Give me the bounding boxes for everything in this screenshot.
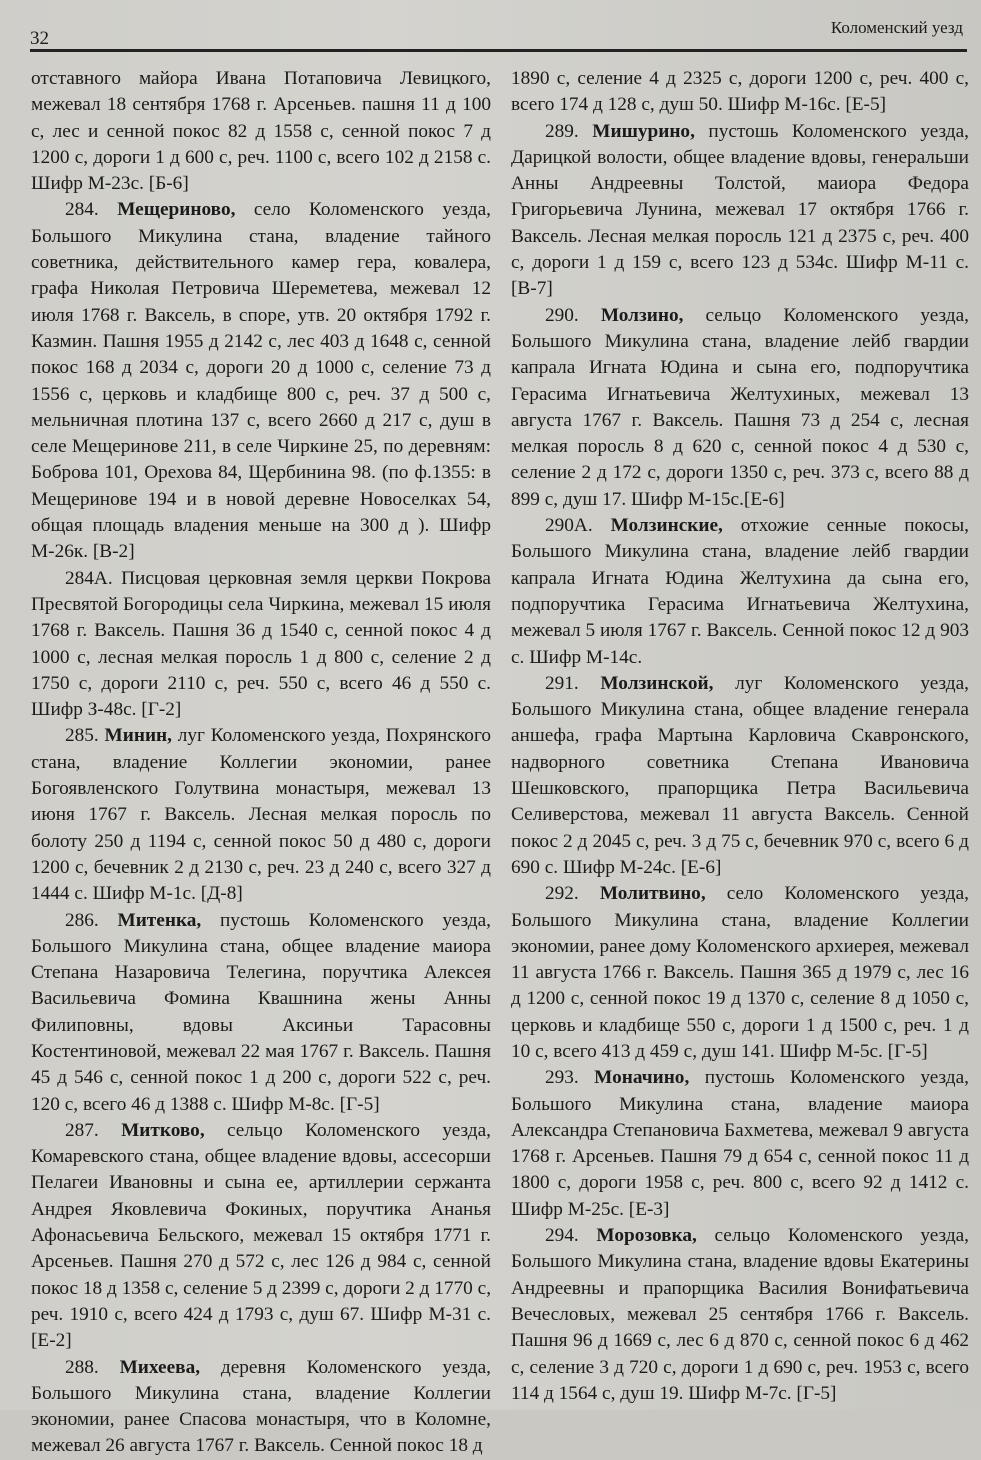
entry-name: Молзинские, <box>610 515 723 537</box>
entry-name: Михеева, <box>119 1356 201 1378</box>
page-number: 32 <box>30 28 49 49</box>
entry-number: 291. <box>545 672 579 694</box>
entry-number: 287. <box>65 1119 99 1141</box>
entry-name: Митково, <box>121 1119 205 1141</box>
entry-number: 293. <box>545 1067 579 1089</box>
entry-paragraph <box>31 197 491 565</box>
entry-paragraph <box>511 513 969 671</box>
entry-paragraph <box>511 1223 969 1407</box>
entry-name: Мещериново, <box>117 199 236 221</box>
entry-text: луг Коломенского уезда, Похрянского стана, владение Коллегии экономии, ранее Богоявленского Голутвина монастыря, межевал 13 июня 1767 г. Ваксель. Лесная мелкая поросль по болоту 250 д 1194 с, сенной покос 50 д 480 с, дороги 1200 с, бечевник 2 д 2130 с, реч. 23 д 240 с, всего 327 д 1444 с. Шифр М-1с. [Д-8] <box>31 725 492 905</box>
page-header <box>30 16 967 50</box>
continuation-paragraph <box>511 66 969 119</box>
entry-name: Моначино, <box>594 1067 690 1089</box>
entry-paragraph <box>511 1065 969 1223</box>
entry-paragraph <box>31 723 491 907</box>
entry-number: 286. <box>65 909 99 931</box>
entry-name: Молитвино, <box>599 883 706 905</box>
entry-name: Молзинской, <box>600 672 714 694</box>
entry-paragraph <box>511 119 969 303</box>
entry-name: Минин, <box>104 725 172 747</box>
entry-name: Мишурино, <box>592 120 695 142</box>
entry-text: Писцовая церковная земля церкви Покрова Пресвятой Богородицы села Чиркина, межевал 15 июля 1768 г. Ваксель. Пашня 36 д 1540 с, сенной покос 4 д 1000 с, лесная мелкая поросль 1 д 800 с, селение 2 д 1750 с, дороги 2110 с, реч. 550 с, всего 46 д 550 с. Шифр З-48с. [Г-2] <box>31 567 491 721</box>
entry-paragraph <box>511 881 969 1065</box>
entry-number: 284А. <box>65 567 113 589</box>
entry-number: 292. <box>545 883 579 905</box>
entry-text: пустошь Коломенского уезда, Дарицкой волости, общее владение вдовы, генеральши Анны Андреевны Толстой, маиора Федора Григорьевича Лунина, межевал 17 октября 1766 г. Ваксель. Лесная мелкая поросль 121 д 2375 с, реч. 400 с, дороги 1 д 159 с, всего 123 д 534с. Шифр М-11 с. [В-7] <box>511 120 969 300</box>
entry-text: пустошь Коломенского уезда, Большого Микулина стана, общее владение маиора Степана Назаровича Телегина, поручтика Алексея Васильевича Фомина Квашнина жены Анны Филиповны, вдовы Аксиньи Тарасовны Костентиновой, межевал 22 мая 1767 г. Ваксель. Пашня 45 д 546 с, сенной покос 1 д 200 с, дороги 522 с, реч. 120 с, всего 46 д 1388 с. Шифр М-8с. [Г-5] <box>31 909 491 1115</box>
entry-paragraph <box>31 1355 491 1460</box>
entry-text: сельцо Коломенского уезда, Большого Микулина стана, владение вдовы Екатерины Андреевны и прапорщика Василия Вонифатьевича Вечесловых, межевал 25 сентября 1766 г. Ваксель. Пашня 96 д 1669 с, лес 6 д 870 с, сенной покос 6 д 462 с, селение 3 д 720 с, дороги 1 д 690 с, реч. 1953 с, всего 114 д 1564 с, душ 19. Шифр М-7с. [Г-5] <box>511 1225 970 1404</box>
entry-paragraph <box>511 671 969 881</box>
entry-number: 288. <box>65 1356 99 1378</box>
entry-text: луг Коломенского уезда, Большого Микулина стана, общее владение генерала аншефа, графа Мартына Карловича Скавронского, надворного советника Степана Ивановича Шешковского, прапорщика Петра Васильевича Селиверстова, межевал 11 августа Ваксель. Сенной покос 2 д 2045 с, реч. 3 д 75 с, бечевник 970 с, всего 6 д 690 с. Шифр М-24с. [Е-6] <box>511 672 969 878</box>
entry-name: Морозовка, <box>596 1225 697 1247</box>
entry-paragraph <box>31 566 491 724</box>
entry-text: отставного майора Ивана Потаповича Левицкого, межевал 18 сентября 1768 г. Арсеньев. пашня 11 д 100 с, лес и сенной покос 82 д 1558 с, сенной покос 7 д 1200 с, дороги 1 д 600 с, реч. 1100 с, всего 102 д 2158 с. Шифр М-23с. [Б-6] <box>31 68 491 195</box>
entry-text: пустошь Коломенского уезда, Большого Микулина стана, владение маиора Александра Степановича Бахметева, межевал 9 августа 1768 г. Арсеньев. Пашня 79 д 654 с, сенной покос 11 д 1800 с, дороги 1958 с, реч. 800 с, всего 92 д 1412 с. Шифр М-25с. [Е-3] <box>511 1067 969 1220</box>
left-column <box>31 66 491 1460</box>
entry-text: сельцо Коломенского уезда, Комаревского стана, общее владение вдовы, ассесорши Пелагеи Ивановны и сына ее, артиллерии сержанта Андрея Яковлевича Фокиных, поручтика Ананья Афонасьевича Бельского, межевал 15 октября 1771 г. Арсеньев. Пашня 270 д 572 с, лес 126 д 984 с, сенной покос 18 д 1358 с, селение 5 д 2399 с, дороги 2 д 1770 с, реч. 1910 с, всего 424 д 1793 с, душ 67. Шифр М-31 с. [Е-2] <box>31 1119 492 1352</box>
entry-text: сельцо Коломенского уезда, Большого Микулина стана, владение лейб гвардии капрала Игната Юдина и сына его, подпоручтика Герасима Игнатьевича Желтухиных, межевал 13 августа 1767 г. Ваксель. Пашня 73 д 254 с, лесная мелкая поросль 8 д 620 с, сенной покос 4 д 530 с, селение 2 д 172 с, дороги 1350 с, реч. 373 с, всего 88 д 899 с, душ 17. Шифр М-15с.[Е-6] <box>511 304 969 510</box>
entry-number: 285. <box>65 725 99 747</box>
entry-number: 284. <box>65 199 99 221</box>
entry-paragraph <box>511 303 969 513</box>
entry-text: отхожие сенные покосы, Большого Микулина стана, владение лейб гвардии капрала Игната Юдина Желтухина да сына его, подпоручтика Герасима Игнатьевича Желтухина, межевал 5 июля 1767 г. Ваксель. Сенной покос 12 д 903 с. Шифр М-14с. <box>511 515 969 668</box>
running-head: Коломенский уезд <box>830 18 963 37</box>
entry-number: 289. <box>545 120 579 142</box>
entry-paragraph <box>31 908 491 1118</box>
entry-number: 290А. <box>545 515 593 537</box>
continuation-paragraph <box>31 66 491 197</box>
right-column <box>511 66 969 1407</box>
entry-name: Митенка, <box>117 909 202 931</box>
entry-text: село Коломенского уезда, Большого Микулина стана, владение Коллегии экономии, ранее дому Коломенского архиерея, межевал 11 августа 1766 г. Ваксель. Пашня 365 д 1979 с, лес 16 д 1200 с, сенной покос 19 д 1370 с, селение 8 д 1050 с, церковь и кладбище 550 с, дороги 1 д 1500 с, реч. 1 д 10 с, всего 413 д 459 с, душ 141. Шифр М-5с. [Г-5] <box>511 883 969 1062</box>
entry-paragraph <box>31 1118 491 1355</box>
entry-name: Молзино, <box>600 304 684 326</box>
entry-number: 294. <box>545 1225 579 1247</box>
header-rule <box>30 49 967 52</box>
entry-text: село Коломенского уезда, Большого Микулина стана, владение тайного советника, действительного камер гера, ковалера, графа Николая Петровича Шереметева, межевал 12 июля 1768 г. Ваксель, в споре, утв. 20 октября 1792 г. Казмин. Пашня 1955 д 2142 с, лес 403 д 1648 с, сенной покос 168 д 2034 с, дороги 20 д 1000 с, селение 73 д 1556 с, церковь и кладбище 800 с, реч. 37 д 500 с, мельничная плотина 137 с, всего 2660 д 217 с, душ в селе Мещеринове 211, в селе Чиркине 25, по деревням: Боброва 101, Орехова 84, Щербинина 98. (по ф.1355: в Мещеринове 194 и в новой деревне Новоселках 54, общая площадь владения меньше на 300 д ). Шифр М-26к. [В-2] <box>31 199 491 563</box>
entry-number: 290. <box>545 304 579 326</box>
entry-text: 1890 с, селение 4 д 2325 с, дороги 1200 с, реч. 400 с, всего 174 д 128 с, душ 50. Шифр М-16с. [Е-5] <box>511 68 969 116</box>
entry-text: деревня Коломенского уезда, Большого Микулина стана, владение Коллегии экономии, ранее Спасова монастыря, что в Коломне, межевал 26 августа 1767 г. Ваксель. Сенной покос 18 д <box>31 1356 491 1457</box>
